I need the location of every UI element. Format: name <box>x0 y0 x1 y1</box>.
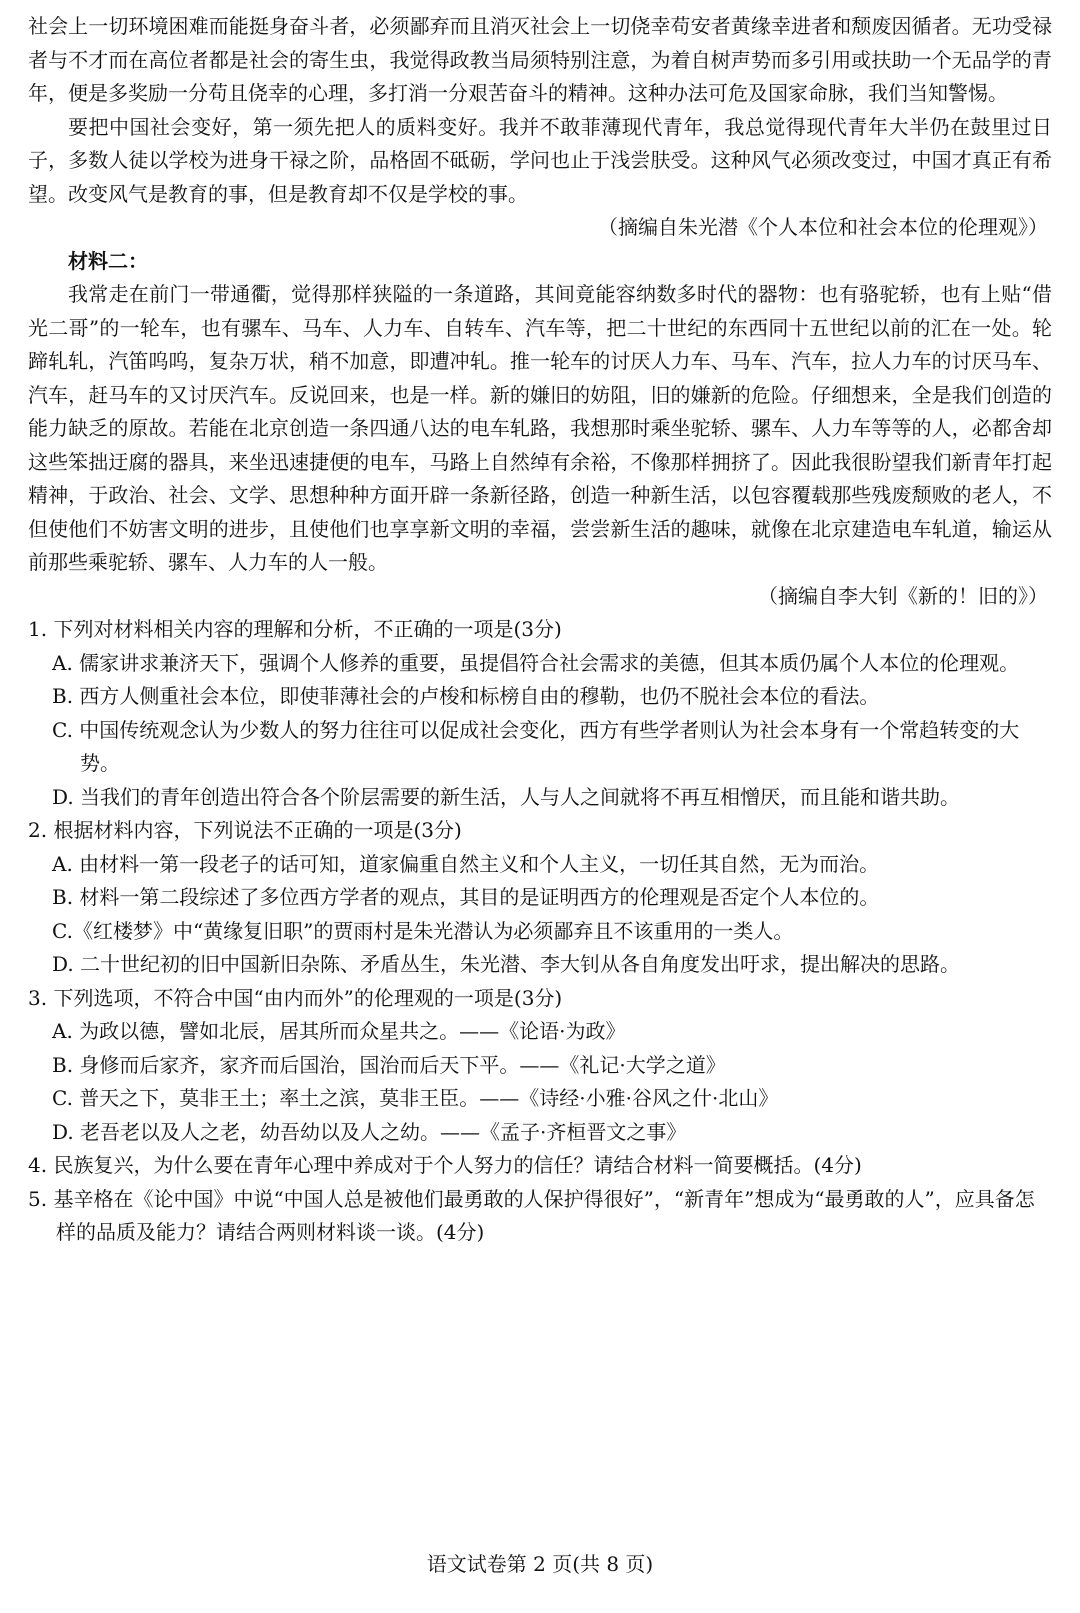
option-a: A. 为政以德，譬如北辰，居其所而众星共之。——《论语·为政》 <box>52 1019 626 1043</box>
option-list <box>28 848 1052 982</box>
option-list <box>28 1015 1052 1149</box>
material-two-source: （摘编自李大钊《新的！旧的》） <box>758 583 1048 608</box>
question-5 <box>28 1183 1052 1250</box>
page-footer: 语文试卷第 2 页(共 8 页) <box>426 1552 654 1576</box>
question-2 <box>28 814 1052 982</box>
option-b: B. 材料一第二段综述了多位西方学者的观点，其目的是证明西方的伦理观是否定个人本位的。 <box>52 885 880 909</box>
material-one-continued <box>28 10 1052 245</box>
question-stem: 1. 下列对材料相关内容的理解和分析，不正确的一项是(3分) <box>28 617 562 641</box>
question-1 <box>28 613 1052 814</box>
material-two <box>28 245 1052 614</box>
question-3 <box>28 982 1052 1150</box>
option-b: B. 西方人侧重社会本位，即使菲薄社会的卢梭和标榜自由的穆勒，也仍不脱社会本位的看法。 <box>52 684 880 708</box>
question-4 <box>28 1149 1052 1183</box>
option-list <box>28 647 1052 815</box>
option-d: D. 老吾老以及人之老，幼吾幼以及人之幼。——《孟子·齐桓晋文之事》 <box>52 1119 687 1144</box>
question-stem: 2. 根据材料内容，下列说法不正确的一项是(3分) <box>28 818 462 842</box>
material-one-source: （摘编自朱光潜《个人本位和社会本位的伦理观》） <box>598 215 1048 239</box>
exam-page <box>28 10 1052 1250</box>
questions-section <box>28 613 1052 1250</box>
option-c: C.《红楼梦》中“黄缘复旧职”的贾雨村是朱光潜认为必须鄙弃且不该重用的一类人。 <box>52 918 794 943</box>
option-c: C. 中国传统观念认为少数人的努力往往可以促成社会变化，西方有些学者则认为社会本身有一个常趋转变的大势。 <box>52 717 1020 775</box>
material-one-paragraph-1: 社会上一切环境困难而能挺身奋斗者，必须鄙弃而且消灭社会上一切侥幸苟安者黄缘幸进者和颓废因循者。无功受禄者与不才而在高位者都是社会的寄生虫，我觉得政教当局须特别注意，为着自树声势而多引用或扶助一个无品学的青年，便是多奖励一分苟且侥幸的心理，多打消一分艰苦奋斗的精神。这种办法可危及国家命脉，我们当知警惕。 <box>28 14 1052 105</box>
option-a: A. 由材料一第一段老子的话可知，道家偏重自然主义和个人主义，一切任其自然，无为而治。 <box>52 851 880 876</box>
material-one-paragraph-2: 要把中国社会变好，第一须先把人的质料变好。我并不敢菲薄现代青年，我总觉得现代青年大半仍在鼓里过日子，多数人徒以学校为进身干禄之阶，品格固不砥砺，学问也止于浅尝肤受。这种风气必须改变过，中国才真正有希望。改变风气是教育的事，但是教育却不仅是学校的事。 <box>28 114 1052 206</box>
question-stem: 3. 下列选项，不符合中国“由内而外”的伦理观的一项是(3分) <box>28 985 563 1010</box>
question-stem: 5. 基辛格在《论中国》中说“中国人总是被他们最勇敢的人保护得很好”，“新青年”想成为“最勇敢的人”，应具备怎样的品质及能力？请结合两则材料谈一谈。(4分) <box>28 1186 1035 1244</box>
option-b: B. 身修而后家齐，家齐而后国治，国治而后天下平。——《礼记·大学之道》 <box>52 1052 726 1077</box>
option-d: D. 二十世纪初的旧中国新旧杂陈、矛盾丛生，朱光潜、李大钊从各自角度发出吁求，提出解决的思路。 <box>52 952 961 976</box>
material-two-paragraph: 我常走在前门一带通衢，觉得那样狭隘的一条道路，其间竟能容纳数多时代的器物：也有骆驼轿，也有上贴“借光二哥”的一轮车，也有骡车、马车、人力车、自转车、汽车等，把二十世纪的东西同十五世纪以前的汇在一处。轮蹄轧轧，汽笛呜呜，复杂万状，稍不加意，即遭冲轧。推一轮车的讨厌人力车、马车、汽车，拉人力车的讨厌马车、汽车，赶马车的又讨厌汽车。反说回来，也是一样。新的嫌旧的妨阻，旧的嫌新的危险。仔细想来，全是我们创造的能力缺乏的原故。若能在北京创造一条四通八达的电车轧路，我想那时乘坐驼轿、骡车、人力车等等的人，必都舍却这些笨拙迂腐的器具，来坐迅速捷便的电车，马路上自然绰有余裕，不像那样拥挤了。因此我很盼望我们新青年打起精神，于政治、社会、文学、思想种种方面开辟一条新径路，创造一种新生活，以包容覆载那些残废颓败的老人，不但使他们不妨害文明的进步，且使他们也享享新文明的幸福，尝尝新生活的趣味，就像在北京建造电车轧道，输运从前那些乘驼轿、骡车、人力车的人一般。 <box>28 282 1052 574</box>
question-stem: 4. 民族复兴，为什么要在青年心理中养成对于个人努力的信任？请结合材料一简要概括。(4分) <box>28 1153 862 1177</box>
option-a: A. 儒家讲求兼济天下，强调个人修养的重要，虽提倡符合社会需求的美德，但其本质仍属个人本位的伦理观。 <box>52 650 1020 675</box>
option-c: C. 普天之下，莫非王土；率土之滨，莫非王臣。——《诗经·小雅·谷风之什·北山》 <box>52 1086 779 1110</box>
material-two-label: 材料二： <box>68 248 148 273</box>
option-d: D. 当我们的青年创造出符合各个阶层需要的新生活，人与人之间就将不再互相憎厌，而且能和谐共助。 <box>52 784 961 809</box>
